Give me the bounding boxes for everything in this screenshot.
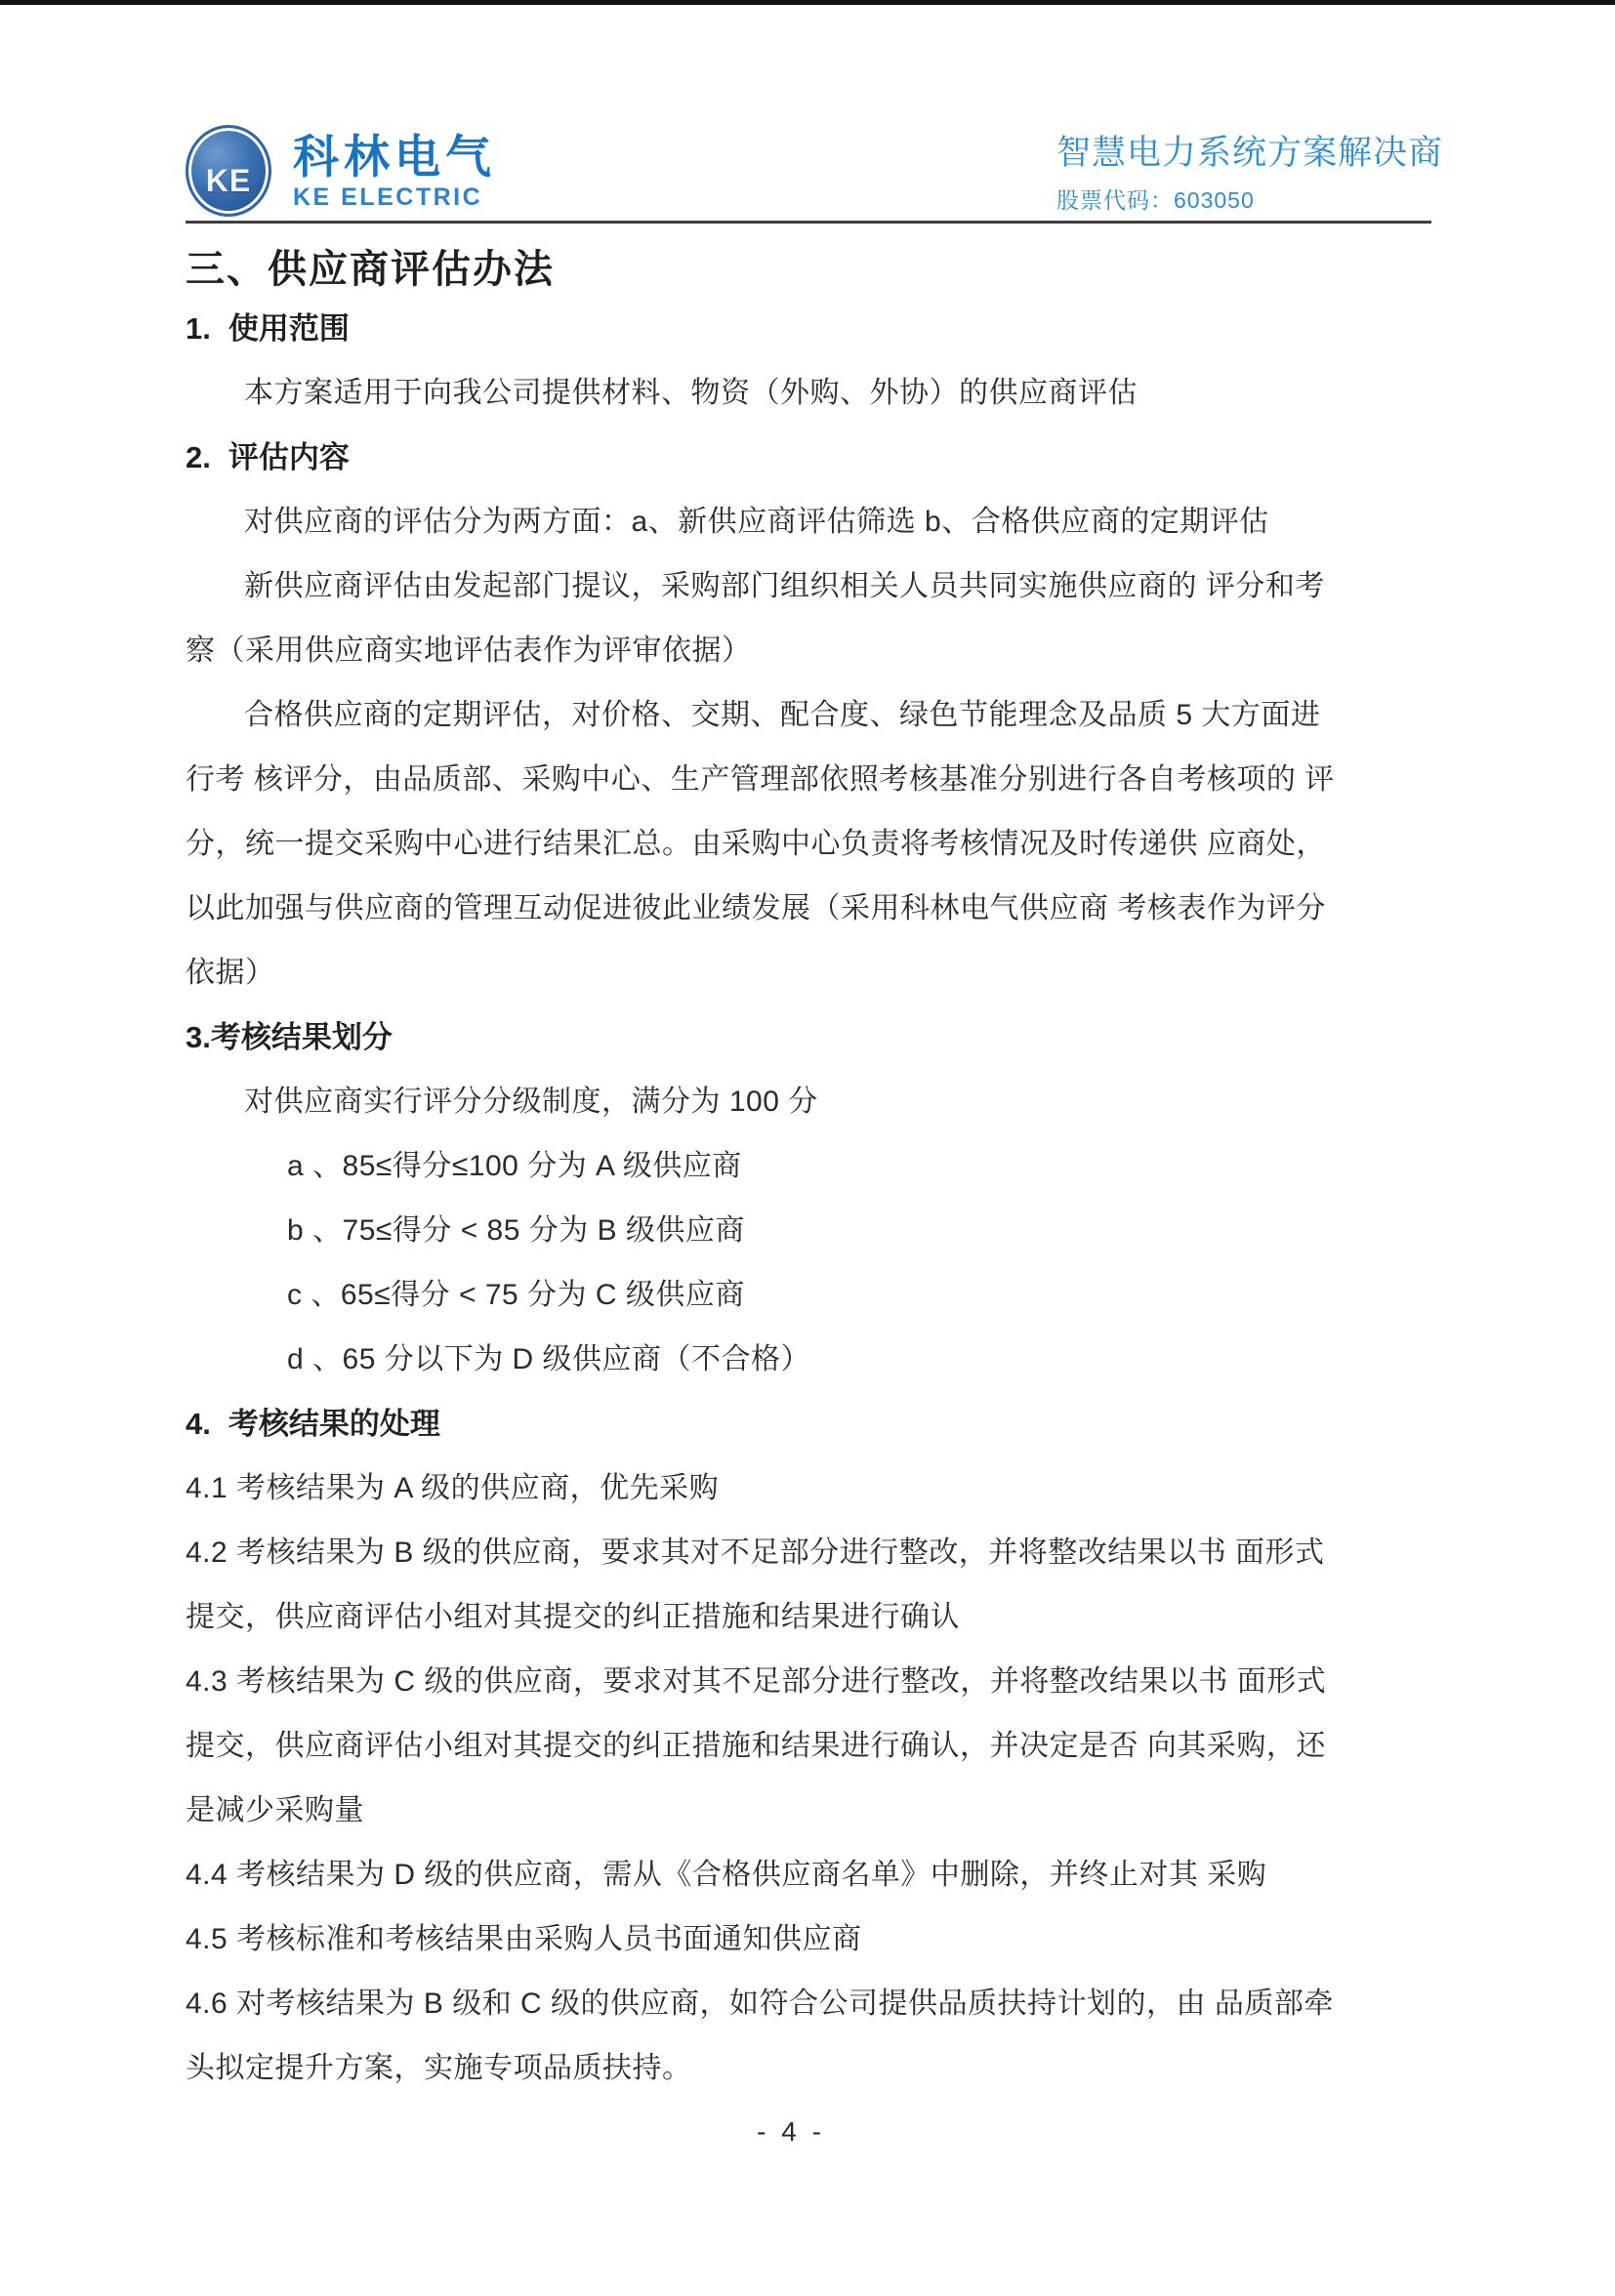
text-line: 察（采用供应商实地评估表作为评审依据） (186, 635, 752, 667)
page-number: - 4 - (757, 2116, 825, 2147)
text-line: 4.4 考核结果为 D 级的供应商，需从《合格供应商名单》中删除，并终止对其 采购 (186, 1859, 1267, 1891)
text-line: 4.3 考核结果为 C 级的供应商，要求对其不足部分进行整改，并将整改结果以书 面形式 (186, 1665, 1327, 1698)
section-1-label: 使用范围 (228, 311, 350, 346)
brand-name-cn: 科林电气 (293, 131, 496, 183)
company-tagline: 智慧电力系统方案解决商 (1056, 134, 1444, 172)
section-2-label: 评估内容 (228, 440, 350, 474)
text-line: 行考 核评分，由品质部、采购中心、生产管理部依照考核基准分别进行各自考核项的 评 (186, 763, 1335, 796)
scan-edge-artifact (0, 0, 1615, 5)
brand-block (293, 125, 496, 212)
grade-a-rule: a 、85≤得分≤100 分为 A 级供应商 (287, 1150, 742, 1182)
text-line: 提交，供应商评估小组对其提交的纠正措施和结果进行确认，并决定是否 向其采购，还 (186, 1730, 1326, 1762)
section-2-number: 2. (186, 440, 211, 474)
text-line: 4.2 考核结果为 B 级的供应商，要求其对不足部分进行整改，并将整改结果以书 面形式 (186, 1537, 1325, 1569)
grade-b-rule: b 、75≤得分 < 85 分为 B 级供应商 (287, 1214, 745, 1247)
grade-d-rule: d 、65 分以下为 D 级供应商（不合格） (287, 1343, 811, 1375)
text-line: 以此加强与供应商的管理互动促进彼此业绩发展（采用科林电气供应商 考核表作为评分 (186, 892, 1326, 924)
text-line: 提交，供应商评估小组对其提交的纠正措施和结果进行确认 (186, 1601, 960, 1633)
text-line: 4.5 考核标准和考核结果由采购人员书面通知供应商 (186, 1923, 862, 1955)
section-4-heading (186, 1392, 1437, 1456)
section-3-label: 考核结果划分 (210, 1020, 393, 1054)
logo-monogram: KE (205, 162, 252, 198)
document-body (186, 242, 1437, 2101)
text-line: 新供应商评估由发起部门提议，采购部门组织相关人员共同实施供应商的 评分和考 (244, 570, 1325, 602)
text-line: 合格供应商的定期评估，对价格、交期、配合度、绿色节能理念及品质 5 大方面进 (244, 699, 1321, 731)
section-3-heading (186, 1005, 1437, 1070)
text-line: 4.1 考核结果为 A 级的供应商，优先采购 (186, 1472, 720, 1504)
text-line: 头拟定提升方案，实施专项品质扶持。 (186, 2052, 692, 2084)
document-title: 三、供应商评估办法 (186, 248, 555, 291)
header-right-block (1056, 133, 1443, 215)
section-2-heading (186, 426, 1437, 490)
section-1-heading (186, 297, 1437, 361)
text-line: 对供应商的评估分为两方面：a、新供应商评估筛选 b、合格供应商的定期评估 (244, 506, 1269, 538)
text-line: 是减少采购量 (186, 1794, 364, 1826)
section-3-number: 3. (186, 1020, 211, 1054)
grade-c-rule: c 、65≤得分 < 75 分为 C 级供应商 (287, 1279, 745, 1311)
brand-name-en: KE ELECTRIC (293, 184, 483, 211)
header-divider (186, 221, 1431, 224)
text-line: 4.6 对考核结果为 B 级和 C 级的供应商，如符合公司提供品质扶持计划的，由 品质部牵 (186, 1988, 1334, 2020)
text-line: 依据） (186, 957, 275, 989)
text-line: 分，统一提交采购中心进行结果汇总。由采购中心负责将考核情况及时传递供 应商处， (186, 828, 1326, 860)
ke-logo-icon (186, 125, 271, 217)
section-1-number: 1. (186, 311, 211, 346)
text-line: 对供应商实行评分分级制度，满分为 100 分 (244, 1086, 818, 1118)
text-line: 本方案适用于向我公司提供材料、物资（外购、外协）的供应商评估 (244, 377, 1138, 409)
stock-code-label: 股票代码：603050 (1056, 187, 1255, 213)
section-4-label: 考核结果的处理 (228, 1407, 440, 1441)
company-logo (186, 125, 496, 217)
section-4-number: 4. (186, 1407, 211, 1441)
